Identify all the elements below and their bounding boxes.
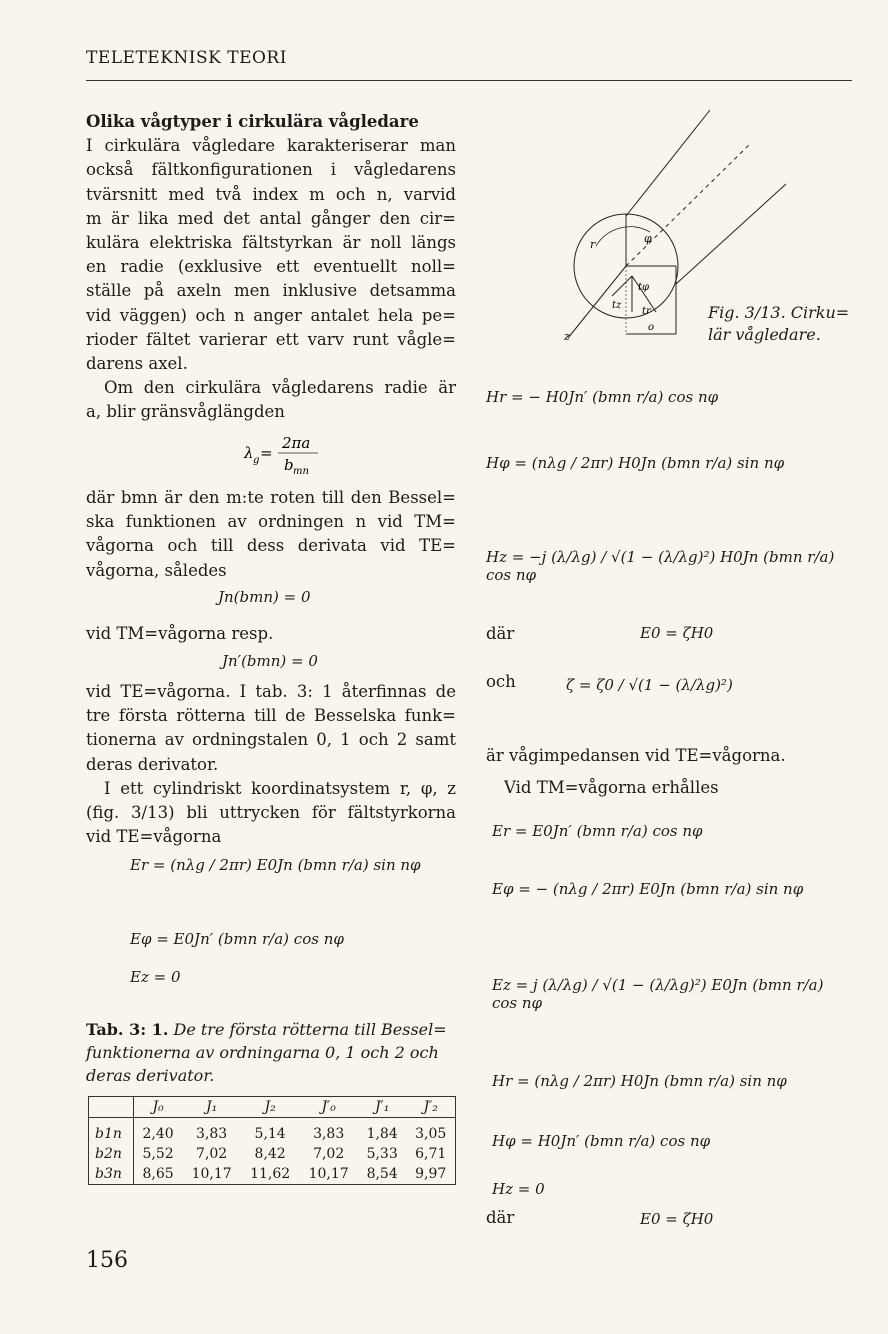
table-row — [89, 1118, 456, 1145]
text-line: I ett cylindriskt koordinatsystem r, φ, z — [104, 778, 456, 798]
table-row — [89, 1144, 456, 1164]
table-header-cell: J′₂ — [423, 1099, 438, 1115]
svg-text:b: b — [284, 456, 294, 474]
bessel-table — [88, 1096, 456, 1185]
table-cell: 6,71 — [415, 1146, 447, 1162]
label-r: r — [590, 238, 596, 251]
paragraph-2 — [86, 376, 456, 424]
table-header-cell — [89, 1097, 134, 1118]
table-header-cell: J′₀ — [321, 1099, 336, 1115]
paragraph-3 — [86, 486, 456, 583]
te-eq-ephi: Eφ = E0Jn′ (bmn r/a) cos nφ — [130, 930, 344, 948]
table-cell: b2n — [89, 1144, 134, 1164]
table-cell: 3,83 — [196, 1126, 228, 1142]
table-cell: 8,65 — [142, 1166, 174, 1182]
table-row — [89, 1164, 456, 1185]
table-cell: 11,62 — [250, 1166, 291, 1182]
eq-e0: E0 = ζH0 — [640, 624, 714, 642]
svg-text:=: = — [260, 444, 273, 462]
table-header-row — [89, 1097, 456, 1118]
text-line: där bmn är den m:te roten till den Bessel= — [86, 488, 456, 507]
label-phi: φ — [644, 232, 652, 245]
svg-text:mn: mn — [293, 466, 309, 477]
text-line: vågorna, således — [86, 560, 227, 580]
paragraph-4 — [86, 680, 456, 849]
tube-line-bottom — [676, 184, 786, 284]
table-cell: 10,17 — [308, 1166, 349, 1182]
tm-eq-ephi: Eφ = − (nλg / 2πr) E0Jn (bmn r/a) sin nφ — [492, 880, 804, 898]
svg-text:g: g — [253, 455, 260, 466]
text-line: vågorna och till dess derivata vid TE= — [86, 536, 456, 556]
section-heading: Olika vågtyper i cirkulära vågledare — [86, 112, 419, 131]
text-line: tre första rötterna till de Besselska funk= — [86, 706, 456, 726]
roots-table — [88, 1096, 456, 1185]
table-cell: 8,42 — [254, 1146, 286, 1162]
table-cell: b1n — [89, 1118, 134, 1145]
dar-label-2: där — [486, 1208, 515, 1227]
equation-jn: Jn(bmn) = 0 — [218, 588, 311, 606]
text-line: I cirkulära vågledare karakteriserar man — [86, 136, 456, 156]
text-line: ska funktionen av ordningen n vid TM= — [86, 512, 456, 532]
table-header-cell: J′₁ — [374, 1099, 390, 1115]
table-cell: 2,40 — [142, 1126, 174, 1142]
h-te-hphi: Hφ = (nλg / 2πr) H0Jn (bmn r/a) sin nφ — [486, 454, 785, 472]
tm-eq-hz: Hz = 0 — [492, 1180, 545, 1198]
svg-text:λ: λ — [244, 444, 254, 462]
lambda-g-formula — [240, 432, 360, 478]
tm-eq-hphi: Hφ = H0Jn′ (bmn r/a) cos nφ — [492, 1132, 711, 1150]
table-cell: 10,17 — [191, 1166, 232, 1182]
och-label: och — [486, 672, 516, 691]
table-cell: 5,52 — [142, 1146, 174, 1162]
text-line: darens axel. — [86, 354, 188, 374]
text-line: tvärsnitt med två index m och n, varvid — [86, 184, 456, 204]
text-line: Om den cirkulära vågledarens radie är — [104, 378, 456, 398]
text-line: m är lika med det antal gånger den cir= — [86, 208, 456, 228]
text-line: vid TE=vågorna. I tab. 3: 1 återfinnas de — [86, 682, 456, 701]
text-line: vid TE=vågorna — [86, 827, 222, 847]
table-cell: 8,54 — [366, 1166, 398, 1182]
table-caption — [86, 1018, 456, 1087]
table-caption-text: De tre första rötterna till Bessel= funktionerna av ordningarna 0, 1 och 2 och deras derivator. — [86, 1020, 447, 1085]
text-line: deras derivator. — [86, 754, 219, 774]
table-cell: 7,02 — [313, 1146, 345, 1162]
tm-intro: Vid TM=vågorna erhålles — [504, 778, 719, 797]
tm-resp-line: vid TM=vågorna resp. — [86, 624, 274, 643]
text-line: vid väggen) och n anger antalet hela pe= — [86, 305, 456, 325]
label-t-phi: tφ — [638, 282, 650, 293]
text-line: a, blir gränsvåglängden — [86, 402, 285, 422]
equation-jn-prime: Jn′(bmn) = 0 — [222, 652, 318, 670]
paragraph-1 — [86, 134, 456, 376]
te-eq-er: Er = (nλg / 2πr) E0Jn (bmn r/a) sin nφ — [130, 856, 421, 874]
left-column — [86, 110, 456, 425]
table-header-cell: J₂ — [264, 1099, 276, 1115]
tm-eq-er: Er = E0Jn′ (bmn r/a) cos nφ — [492, 822, 703, 840]
tube-line-top — [626, 110, 710, 216]
table-cell: 5,33 — [366, 1146, 398, 1162]
table-cell: 7,02 — [196, 1146, 228, 1162]
label-t-r: tr — [642, 306, 651, 317]
h-te-hr: Hr = − H0Jn′ (bmn r/a) cos nφ — [486, 388, 719, 406]
eq-zeta: ζ = ζ0 / √(1 − (λ/λg)²) — [566, 676, 733, 694]
table-body — [89, 1118, 456, 1185]
tm-eq-ez: Ez = j (λ/λg) / √(1 − (λ/λg)²) E0Jn (bmn r/a) cos nφ — [492, 976, 824, 1012]
h-te-hz: Hz = −j (λ/λg) / √(1 − (λ/λg)²) H0Jn (bmn r/a) cos nφ — [486, 548, 835, 584]
text-line: också fältkonfigurationen i vågledarens — [86, 160, 456, 180]
label-t-z: tz — [612, 300, 622, 311]
running-header: TELETEKNISK TEORI — [86, 48, 287, 68]
table-header-cell: J₁ — [206, 1099, 218, 1115]
impedance-text: är vågimpedansen vid TE=vågorna. — [486, 746, 786, 765]
table-cell: 9,97 — [415, 1166, 447, 1182]
table-cell: 3,83 — [313, 1126, 345, 1142]
table-cell: 3,05 — [415, 1126, 447, 1142]
table-cell: 5,14 — [254, 1126, 286, 1142]
table-cell: b3n — [89, 1164, 134, 1185]
equation-lambda-g — [240, 432, 360, 482]
table-header-cell: J₀ — [152, 1099, 164, 1115]
header-rule — [86, 80, 852, 81]
dar-label-1: där — [486, 624, 515, 643]
page-number: 156 — [86, 1248, 128, 1273]
eq-e0-2: E0 = ζH0 — [640, 1210, 714, 1228]
table-cell: 1,84 — [366, 1126, 398, 1142]
text-line: kulära elektriska fältstyrkan är noll längs — [86, 233, 456, 253]
label-z: z — [564, 330, 570, 343]
svg-text:2πa: 2πa — [282, 434, 311, 452]
te-eq-ez: Ez = 0 — [130, 968, 181, 986]
text-line: (fig. 3/13) bli uttrycken för fältstyrkorna — [86, 803, 456, 823]
label-o: o — [648, 322, 655, 333]
text-line: tionerna av ordningstalen 0, 1 och 2 samt — [86, 730, 456, 750]
text-line: rioder fältet varierar ett varv runt vågle= — [86, 329, 456, 349]
table-caption-label: Tab. 3: 1. — [86, 1020, 169, 1039]
tm-eq-hr: Hr = (nλg / 2πr) H0Jn (bmn r/a) sin nφ — [492, 1072, 787, 1090]
text-line: en radie (exklusive ett eventuellt noll= — [86, 257, 456, 277]
figure-caption: Fig. 3/13. Cirku= lär vågledare. — [708, 303, 850, 344]
text-line: ställe på axeln men inklusive detsamma — [86, 281, 456, 301]
axis-dashed — [626, 144, 750, 266]
